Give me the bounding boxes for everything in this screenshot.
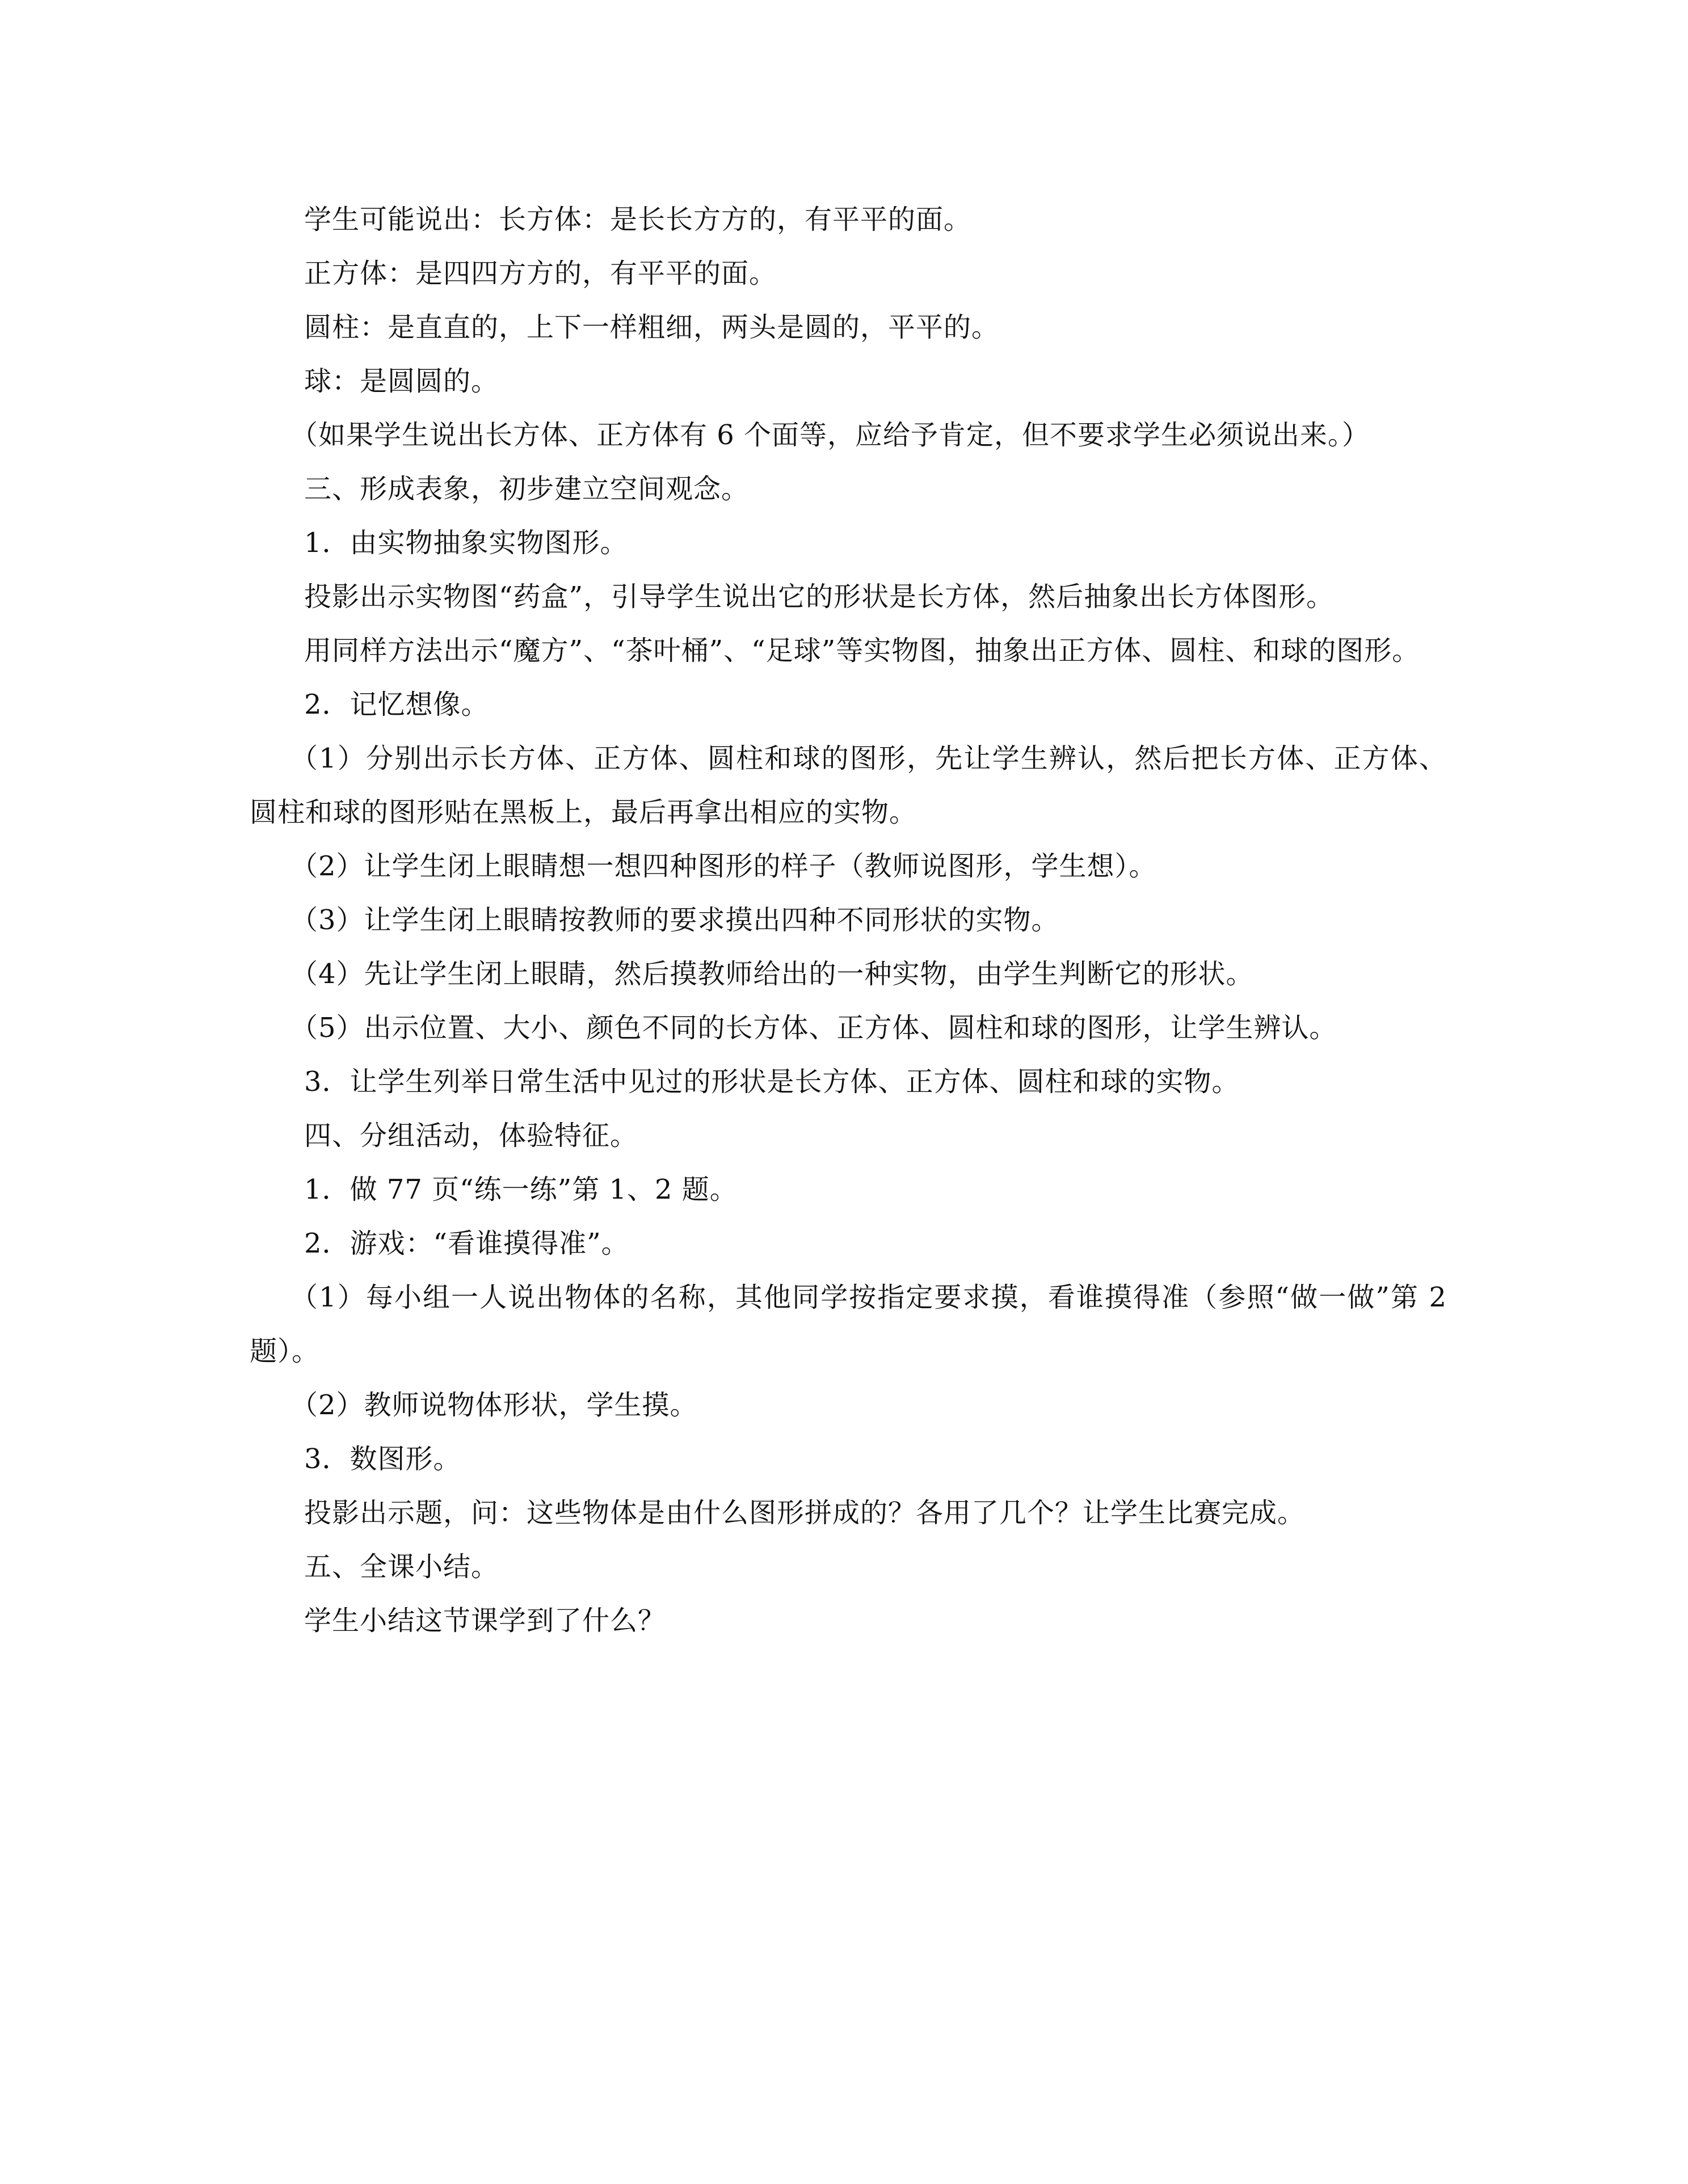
paragraph: 球：是圆圆的。 [304,365,499,397]
paragraph: 投影出示实物图“药盒”，引导学生说出它的形状是长方体，然后抽象出长方体图形。 [304,581,1335,613]
subsection-heading: 2．记忆想像。 [304,689,489,720]
subsection-heading: 2．游戏：“看谁摸得准”。 [304,1228,629,1259]
list-item: （1）每小组一人说出物体的名称，其他同学按指定要求摸，看谁摸得准（参照“做一做”第 2 题）。 [250,1281,1447,1367]
paragraph: 正方体：是四四方方的，有平平的面。 [304,258,777,289]
paragraph: （如果学生说出长方体、正方体有 6 个面等，应给予肯定，但不要求学生必须说出来。） [291,419,1370,451]
document-body [250,193,1447,1648]
list-item: （2）让学生闭上眼睛想一想四种图形的样子（教师说图形，学生想）。 [291,850,1157,882]
section-heading: 四、分组活动，体验特征。 [304,1120,638,1152]
list-item: （4）先让学生闭上眼睛，然后摸教师给出的一种实物，由学生判断它的形状。 [291,958,1254,990]
paragraph: 学生可能说出：长方体：是长长方方的，有平平的面。 [304,204,972,235]
list-item: （5）出示位置、大小、颜色不同的长方体、正方体、圆柱和球的图形，让学生辨认。 [291,1012,1337,1044]
paragraph: 用同样方法出示“魔方”、“茶叶桶”、“足球”等实物图，抽象出正方体、圆柱、和球的图形。 [304,635,1420,667]
list-item: （3）让学生闭上眼睛按教师的要求摸出四种不同形状的实物。 [291,904,1059,936]
subsection-heading: 1．由实物抽象实物图形。 [304,527,628,559]
subsection-heading: 3．数图形。 [304,1443,461,1475]
paragraph: 学生小结这节课学到了什么？ [304,1605,666,1637]
section-heading: 三、形成表象，初步建立空间观念。 [304,473,750,505]
paragraph: 圆柱：是直直的，上下一样粗细，两头是圆的，平平的。 [304,311,1000,343]
list-item: （2）教师说物体形状，学生摸。 [291,1389,698,1421]
paragraph: 投影出示题，问：这些物体是由什么图形拼成的？各用了几个？让学生比赛完成。 [304,1497,1306,1529]
subsection-heading: 3．让学生列举日常生活中见过的形状是长方体、正方体、圆柱和球的实物。 [304,1066,1240,1098]
section-heading: 五、全课小结。 [304,1551,499,1583]
list-item: （1）分别出示长方体、正方体、圆柱和球的图形，先让学生辨认，然后把长方体、正方体、圆柱和球的图形贴在黑板上，最后再拿出相应的实物。 [250,743,1447,828]
subsection-heading: 1．做 77 页“练一练”第 1、2 题。 [304,1174,738,1205]
